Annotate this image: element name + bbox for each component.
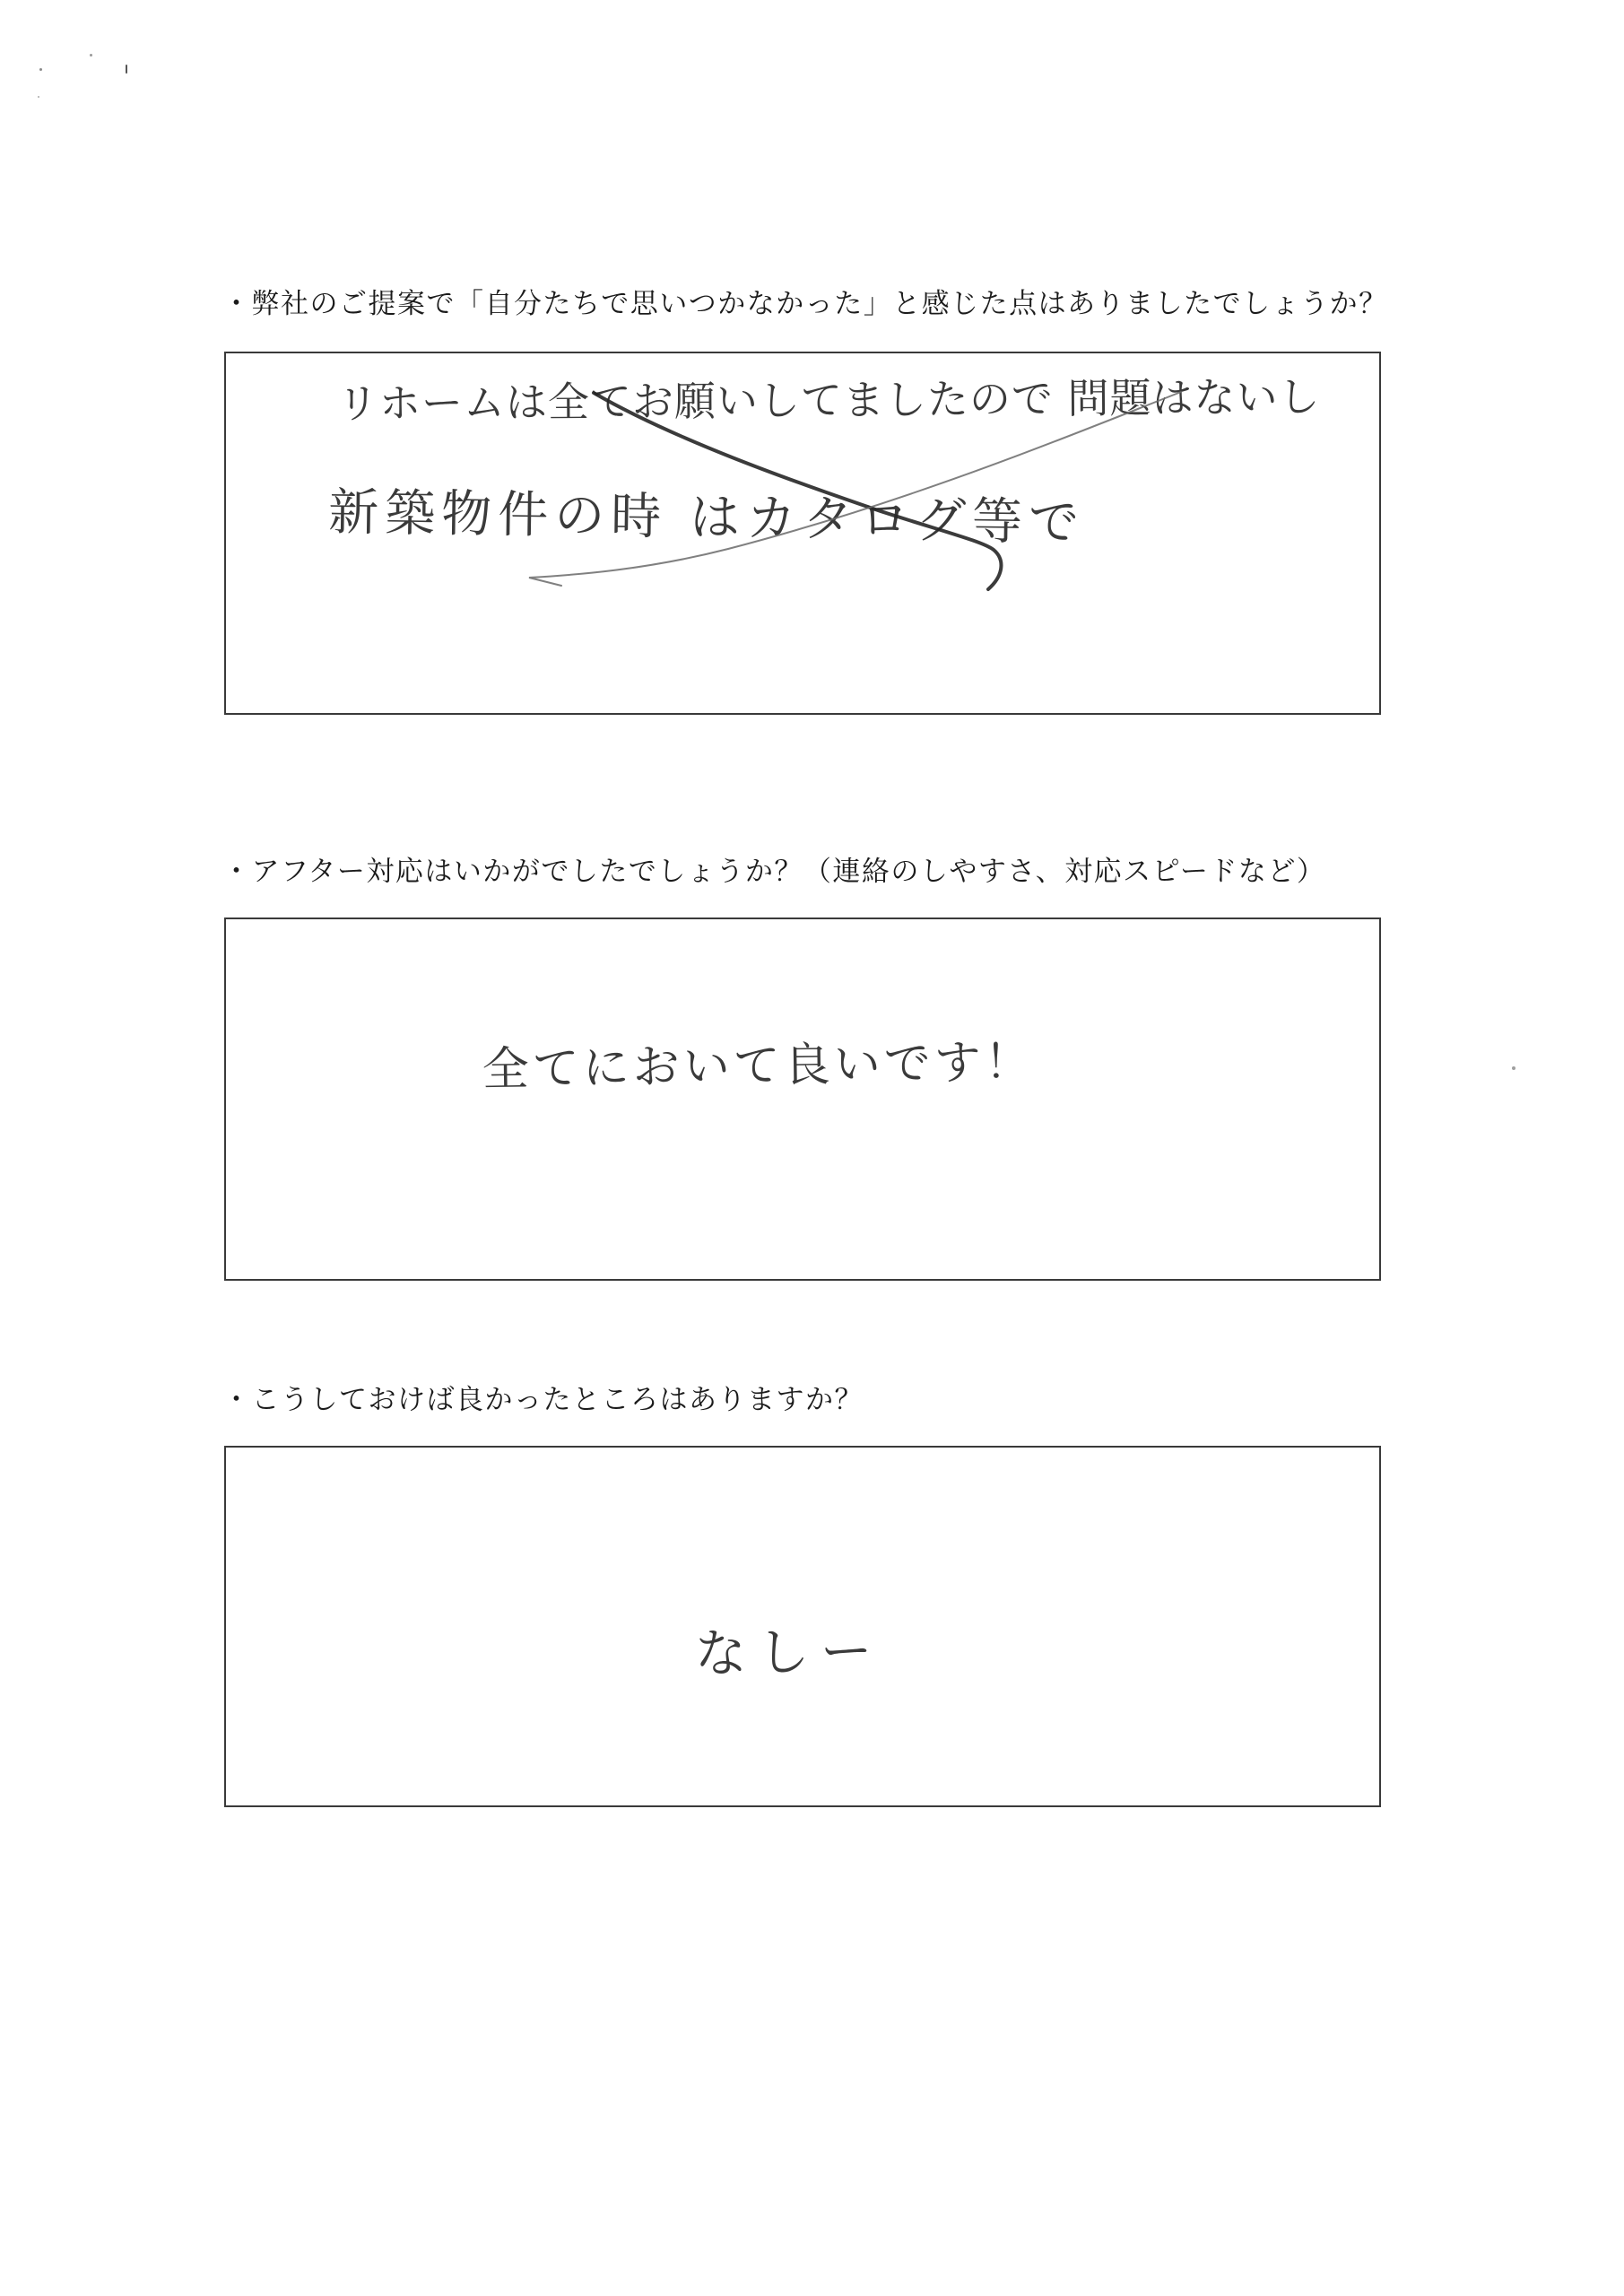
scan-speck <box>1512 1066 1515 1070</box>
handwritten-answer-2-line-1: 全てにおいて良いです！ <box>482 1035 1036 1097</box>
answer-box-2 <box>224 918 1381 1281</box>
handwritten-answer-2 <box>226 919 1379 1279</box>
scan-speck <box>90 54 92 57</box>
handwritten-answer-1-line-2: 新築物件の時 はカタログ等で <box>327 483 1086 552</box>
question-2: ・アフター対応はいかがでしたでしょうか？（連絡のしやすさ、対応スピードなど） <box>222 856 1326 887</box>
answer-box-3 <box>224 1446 1381 1807</box>
handwritten-answer-3 <box>226 1448 1379 1805</box>
scan-speck <box>38 96 39 98</box>
question-1: ・弊社のご提案で「自分たちで思いつかなかった」と感じた点はありましたでしょうか？ <box>222 288 1388 319</box>
handwritten-answer-1 <box>226 353 1379 713</box>
answer-box-1 <box>224 352 1381 715</box>
handwritten-answer-1-line-1: リホームは全てお願いしてましたので 問題はないし <box>336 372 1321 428</box>
scan-speck <box>39 68 42 71</box>
handwritten-answer-3-line-1: なしー <box>694 1620 884 1684</box>
question-3: ・こうしておけば良かったところはありますか？ <box>222 1384 864 1415</box>
scan-speck <box>126 65 127 74</box>
